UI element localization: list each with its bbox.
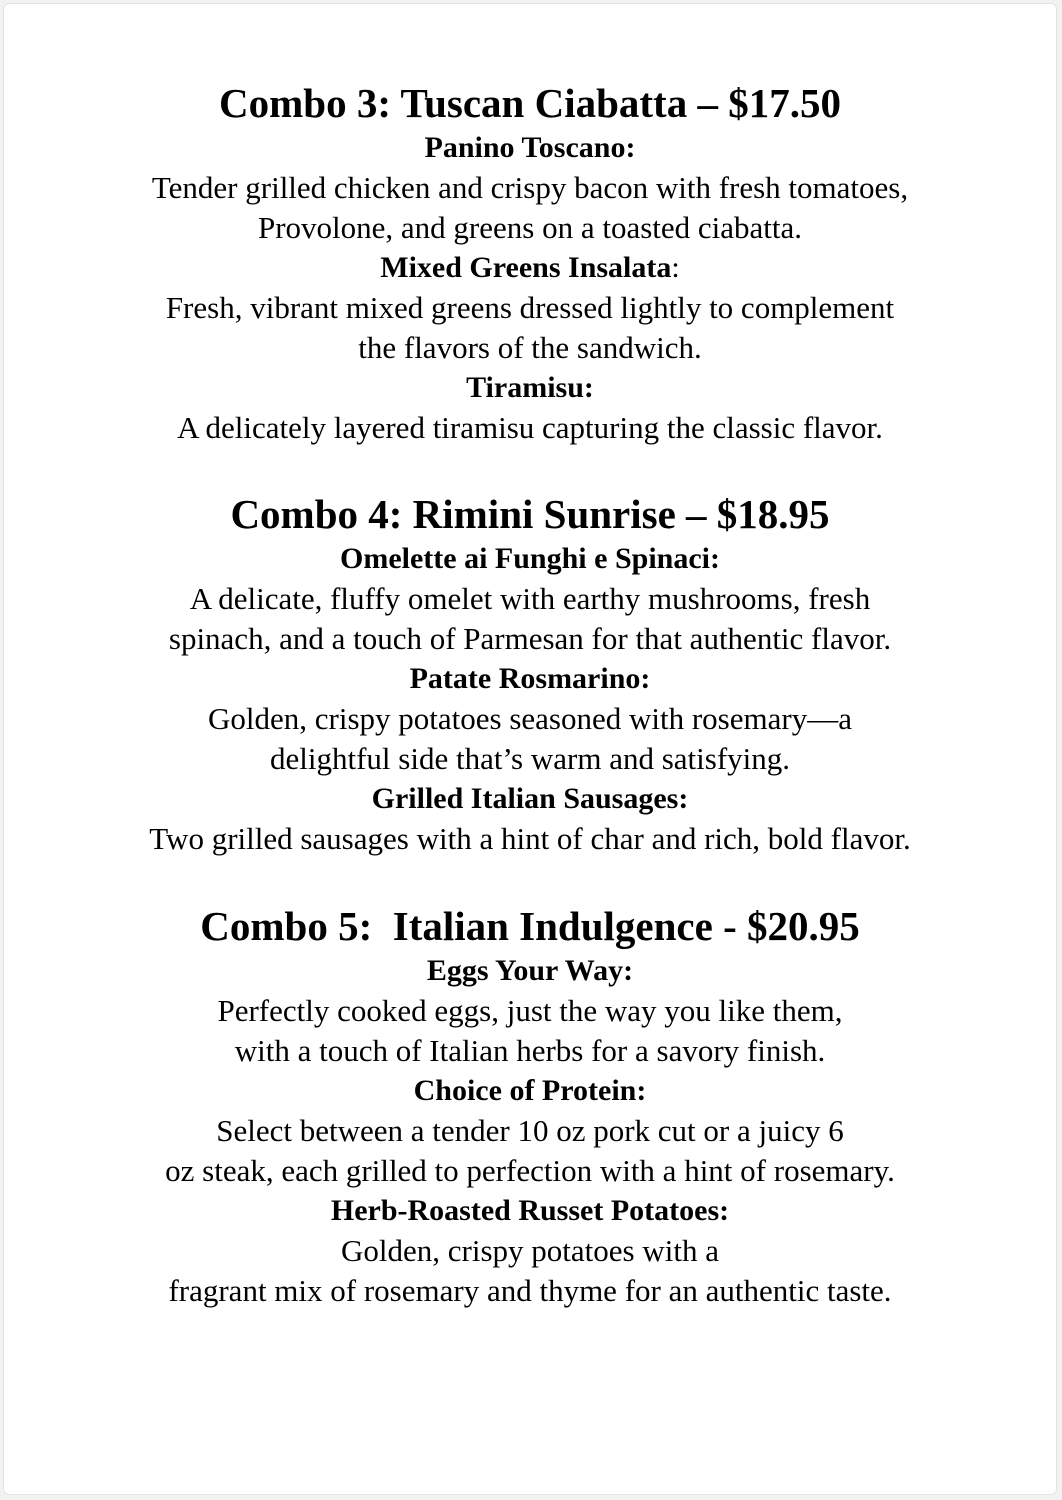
item-name: Panino Toscano: — [424, 131, 636, 164]
combo-5-section — [4, 903, 1056, 1311]
combo-title: Combo 3: Tuscan Ciabatta – $17.50 — [219, 80, 841, 126]
item-name: Patate Rosmarino: — [409, 662, 651, 695]
item-name-text: Mixed Greens Insalata — [380, 251, 672, 284]
item-description — [4, 408, 1056, 448]
item-name: Herb-Roasted Russet Potatoes: — [330, 1194, 730, 1227]
item-name — [4, 248, 1056, 288]
description-line: Golden, crispy potatoes with a — [341, 1233, 719, 1268]
description-line: A delicately layered tiramisu capturing the classic flavor. — [177, 410, 883, 445]
description-line: A delicate, fluffy omelet with earthy mushrooms, fresh — [189, 581, 871, 616]
item-description — [4, 819, 1056, 859]
menu-page — [3, 3, 1057, 1495]
item-name: Eggs Your Way: — [426, 954, 634, 987]
description-line: Select between a tender 10 oz pork cut or a juicy 6 — [216, 1113, 844, 1148]
item-name: Grilled Italian Sausages: — [371, 782, 689, 815]
description-line: spinach, and a touch of Parmesan for that authentic flavor. — [168, 621, 892, 656]
description-line: Provolone, and greens on a toasted ciabatta. — [257, 210, 803, 245]
description-line: Two grilled sausages with a hint of char and rich, bold flavor. — [149, 821, 911, 856]
item-name: Choice of Protein: — [413, 1074, 647, 1107]
combo-3-section — [4, 80, 1056, 448]
description-line: the flavors of the sandwich. — [358, 330, 702, 365]
description-line: Golden, crispy potatoes seasoned with rosemary—a — [208, 701, 852, 736]
item-description — [4, 288, 1056, 368]
item-name-suffix: : — [671, 251, 680, 284]
combo-4-section — [4, 491, 1056, 859]
description-line: Fresh, vibrant mixed greens dressed lightly to complement — [165, 290, 895, 325]
description-line: delightful side that’s warm and satisfying. — [269, 741, 791, 776]
item-name: Tiramisu: — [466, 371, 594, 404]
description-line: Tender grilled chicken and crispy bacon with fresh tomatoes, — [151, 170, 909, 205]
item-description — [4, 1231, 1056, 1311]
description-line: with a touch of Italian herbs for a savory finish. — [234, 1033, 826, 1068]
item-name: Omelette ai Funghi e Spinaci: — [340, 542, 720, 575]
item-description — [4, 168, 1056, 248]
description-line: fragrant mix of rosemary and thyme for an authentic taste. — [168, 1273, 892, 1308]
combo-title: Combo 4: Rimini Sunrise – $18.95 — [230, 491, 830, 537]
item-description — [4, 991, 1056, 1071]
description-line: oz steak, each grilled to perfection with a hint of rosemary. — [165, 1153, 895, 1188]
description-line: Perfectly cooked eggs, just the way you like them, — [217, 993, 843, 1028]
combo-title: Combo 5: Italian Indulgence - $20.95 — [200, 903, 860, 949]
item-description — [4, 579, 1056, 659]
item-description — [4, 699, 1056, 779]
item-description — [4, 1111, 1056, 1191]
